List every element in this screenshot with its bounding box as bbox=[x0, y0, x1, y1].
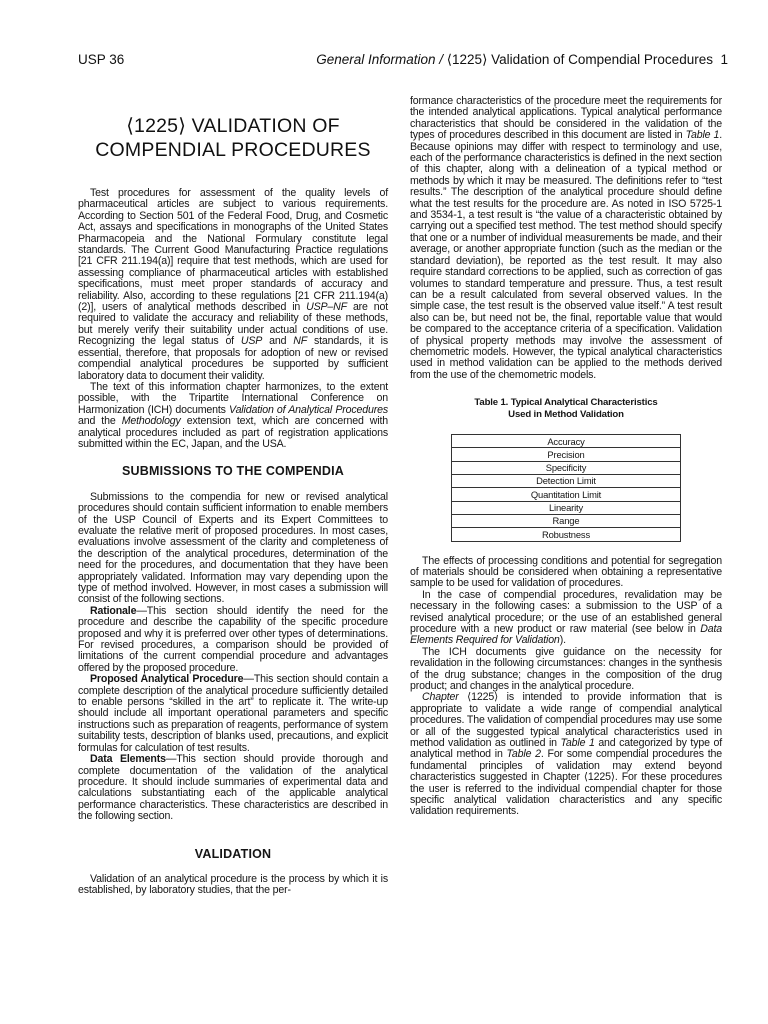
header-left: USP 36 bbox=[78, 52, 125, 67]
left-column bbox=[78, 96, 388, 897]
processing-paragraph: The effects of processing conditions and potential for segregation of materials should be considered when obtaining a representative sample to be used for validation of procedures. bbox=[410, 554, 722, 590]
table-cell: Accuracy bbox=[452, 435, 681, 448]
characteristics-table bbox=[451, 434, 681, 541]
intro-paragraph-1: Test procedures for assessment of the quality levels of pharmaceutical articles are subject to various requirements. According to Section 501 of the Federal Food, Drug, and Cosmetic Act, assays and specifications in monographs of the United States Pharmacopeia and the National Formulary constitute legal standards. The Current Good Manufacturing Practice regulations [21 CFR 211.194(a)] require that test methods, which are used for assessing compliance of pharmaceutical articles with established specifications, must meet proper standards of accuracy and reliability. Also, according to these regulations [21 CFR 211.194(a)(2)], users of analytical methods described in USP–NF are not required to validate the accuracy and reliability of these methods, but merely verify their suitability under actual conditions of use. Recognizing the legal status of USP and NF standards, it is essential, therefore, that proposals for adoption of new or revised compendial analytical procedures be supported by sufficient laboratory data to document their validity. bbox=[78, 187, 389, 382]
table-cell: Range bbox=[452, 514, 681, 527]
performance-paragraph: formance characteristics of the procedure meet the requirements for the intended analytical applications. Typical analytical performance characteristics that should be considered in the validation of the types of procedures described in this document are listed in Table 1. Because opinions may differ with respect to terminology and use, each of the performance characteristics is defined in the next section of this chapter, along with a delineation of a typical method or methods by which it may be measured. The definitions refer to “test results.” The description of the analytical procedure should define what the test results for the procedure are. As noted in ISO 5725-1 and 3534-1, a test result is “the value of a characteristic obtained by carrying out a specified test method. The test method should specify that one or a number of individual measurements be made, and their average, or another appropriate function (such as the median or the standard deviation), be reported as the test result. It may also require standard corrections to be applied, such as correction of gas volumes to standard temperature and pressure. Thus, a test result can be a result calculated from several observed values. In the simple case, the test result is the observed value itself.” A test result also can be, but need not be, the final, reportable value that would be compared to the acceptance criteria of a specification. Validation of physical property methods may involve the assessment of chemometric models. However, the typical analytical characteristics used in method validation can be applied to the methods derived from the use of the chemometric models. bbox=[410, 95, 723, 381]
table-cell: Detection Limit bbox=[452, 475, 681, 488]
section-heading-validation: VALIDATION bbox=[194, 846, 272, 861]
running-header bbox=[78, 52, 728, 68]
table-row bbox=[452, 488, 681, 501]
table-row bbox=[452, 475, 681, 488]
table-row bbox=[452, 514, 681, 527]
page-number: 1 bbox=[720, 52, 728, 67]
header-section: General Information / bbox=[316, 52, 444, 67]
data-elements-paragraph: Data Elements—This section should provide thorough and complete documentation of the validation of the analytical procedure. It should include summaries of experimental data and calculations substantiating each of the applicable analytical performance characteristics. These characteristics are described in the following section. bbox=[78, 753, 389, 823]
revalidation-paragraph: In the case of compendial procedures, revalidation may be necessary in the following cases: a submission to the USP of a revised analytical procedure; or the use of an established general procedure with a new product or raw material (see below in Data Elements Required for Validation). bbox=[410, 588, 723, 647]
table-cell: Robustness bbox=[452, 528, 681, 541]
proposed-procedure-paragraph: Proposed Analytical Procedure—This section should contain a complete description of the analytical procedure sufficiently detailed to enable persons “skilled in the art” to replicate it. The write-up should include all important operational parameters and specific instructions such as preparation of reagents, performance of system suitability tests, description of blanks used, precautions, and explicit formulas for calculation of test results. bbox=[78, 673, 388, 754]
submissions-paragraph: Submissions to the compendia for new or revised analytical procedures should contain sufficient information to enable members of the USP Council of Experts and its Expert Committees to evaluate the relative merit of proposed procedures. In most cases, evaluations involve assessment of the clarity and completeness of the description of the analytical procedures, determination of the need for the procedures, and documentation that they have been appropriately validated. Information may vary depending upon the type of method involved. However, in most cases a submission will consist of the following sections. bbox=[78, 490, 388, 606]
table-row bbox=[452, 461, 681, 474]
table-cell: Linearity bbox=[452, 501, 681, 514]
chapter-title: ⟨1225⟩ VALIDATION OF COMPENDIAL PROCEDURES bbox=[95, 115, 371, 161]
table-cell: Precision bbox=[452, 448, 681, 461]
ich-paragraph: The ICH documents give guidance on the necessity for revalidation in the following circumstances: changes in the synthesis of the drug substance; changes in the composition of the drug product; and changes in the analytical procedure. bbox=[410, 645, 722, 692]
table-row bbox=[452, 528, 681, 541]
chapter-scope-paragraph: Chapter ⟨1225⟩ is intended to provide information that is appropriate to validate a wide range of compendial analytical procedures. The validation of compendial procedures may use some or all of the suggested typical analytical characteristics used in method validation as outlined in Table 1 and categorized by type of analytical method in Table 2. For some compendial procedures the fundamental principles of validation may extend beyond characteristics suggested in Chapter ⟨1225⟩. For these procedures the user is referred to the individual compendial chapter for those specific analytical validation characteristics and any specific validation requirements. bbox=[410, 691, 722, 818]
table-cell: Quantitation Limit bbox=[452, 488, 681, 501]
header-right bbox=[316, 52, 728, 68]
table-row bbox=[452, 448, 681, 461]
table-row bbox=[452, 501, 681, 514]
section-heading-submissions: SUBMISSIONS TO THE COMPENDIA bbox=[121, 464, 345, 479]
intro-paragraph-2: The text of this information chapter harmonizes, to the extent possible, with the Tripartite International Conference on Harmonization (ICH) documents Validation of Analytical Procedures and the Methodology extension text, which are concerned with analytical procedures included as part of registration applications submitted within the EC, Japan, and the USA. bbox=[78, 380, 389, 450]
table-row bbox=[452, 435, 681, 448]
table-caption: Table 1. Typical Analytical Characteristics Used in Method Validation bbox=[474, 397, 658, 420]
rationale-paragraph: Rationale—This section should identify the need for the procedure and describe the capability of the specific procedure proposed and why it is preferred over other types of determinations. For revised procedures, a comparison should be provided of limitations of the current compendial procedure and advantages offered by the proposed procedure. bbox=[78, 604, 388, 674]
header-chapter: ⟨1225⟩ Validation of Compendial Procedures bbox=[443, 52, 713, 67]
right-column bbox=[410, 96, 722, 818]
validation-paragraph: Validation of an analytical procedure is the process by which it is established, by laboratory studies, that the per- bbox=[78, 872, 388, 897]
table-cell: Specificity bbox=[452, 461, 681, 474]
